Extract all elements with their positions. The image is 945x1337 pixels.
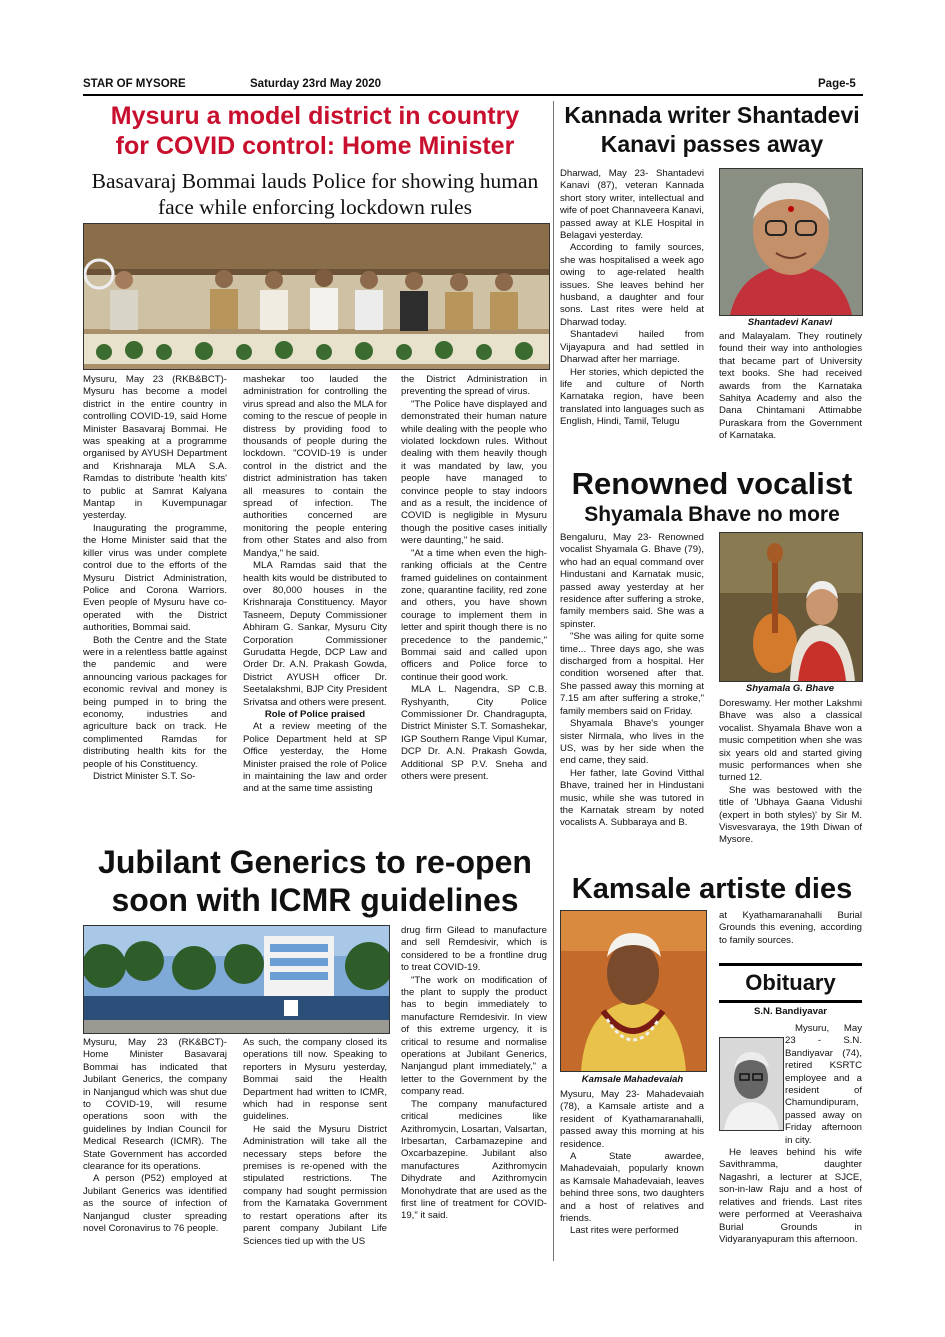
portrait-photo-illustration — [720, 169, 862, 315]
story4-headline-line2: Shyamala Bhave no more — [584, 503, 840, 526]
story4-col1-para: Her father, late Govind Vitthal Bhave, trained her in Hindustani music, while she was tutored in the Karnatak stream by noted vocalists A. Subbaraya and B. — [560, 767, 704, 829]
story1-col2-para: At a review meeting of the Police Department held at SP Office yesterday, the Home Minister praised the role of Police in maintaining the law and order and at the same time assisting — [243, 721, 387, 795]
story5-col1-para: A State awardee, Mahadevaiah, popularly known as Kamsale Mahadevaiah, leaves behind three sons, two daughters and a host of relatives and friends. — [560, 1151, 704, 1225]
story3-col1-para: Her stories, which depicted the life and culture of North Karnataka region, have been translated into languages such as English, Hindi, Tamil, Telugu — [560, 366, 704, 428]
masthead-paper: STAR OF MYSORE — [83, 78, 186, 90]
story2-headline — [80, 843, 550, 919]
story3-column-1 — [560, 168, 704, 429]
masthead-page: Page-5 — [818, 78, 856, 90]
story5-column-1 — [560, 1089, 704, 1238]
story1-deck-line1: Basavaraj Bommai lauds Police for showing human — [91, 169, 539, 193]
story5-headline: Kamsale artiste dies — [571, 873, 853, 905]
story1-col3-para: "At a time when even the high-ranking officials at the Centre framed guidelines on containment zone, quarantine facility, red zone and others, you have shown courage to implement them in letter and spirit though there is no precedence to the pandemic," Bommai said and called upon officers and Police force to continue their good work. — [401, 547, 547, 683]
factory-photo-illustration — [84, 926, 389, 1033]
story1-headline — [80, 101, 550, 161]
story4-col2-para: Doreswamy. Her mother Lakshmi Bhave was also a classical vocalist. Shyamala Bhave won a music competition when she was six years old and started giving music performances when she turned 12. — [719, 698, 862, 784]
story4-col1-para: Bengaluru, May 23- Renowned vocalist Shyamala G. Bhave (79), who had an equal command over Hindustani and Karnatak music, passed away yesterday at her residence after suffering a stroke, family members said. She was a spinster. — [560, 532, 704, 630]
story1-col3-para: "The Police have displayed and demonstrated their human nature while dealing with the people who violated lockdown rules. Without dealing with them heavily though it was mandated by law, you people have managed to convince people to stay indoors and as a result, the incidence of COVID is negligible in Mysuru though the positive cases initially were daunting," he said. — [401, 398, 547, 547]
story4-column-2 — [719, 698, 862, 847]
story3-col1-para: According to family sources, she was hospitalised a week ago owing to age-related health issues. She leaves behind her husband, a daughter and four sons. Last rites were held at Dharwad today. — [560, 242, 704, 328]
story4-photo-vocalist — [719, 532, 863, 682]
story3-headline — [557, 101, 867, 159]
story1-col2-para: MLA Ramdas said that the health kits would be distributed to over 80,000 houses in the Krishnaraja Constituency. Mayor Tasneem, Deputy Commissioner Abhiram G. Sankar, Mysuru City Corporation Commissioner Gurudatta Hegde, DCP Law and Order Dr. A.N. Prakash Gowda, District AYUSH officer Dr. Seetalakshmi, BJP City President Srivatsa and others were present. — [243, 560, 387, 708]
story5-column-2 — [719, 910, 862, 947]
story2-col1-para: Mysuru, May 23 (RK&BCT)- Home Minister Basavaraj Bommai has indicated that Jubilant Generics, the company in Nanjangud which was shut due to COVID-19, will resume operations soon with the guidelines by Indian Council for Medical Research (ICMR). The State Government has accorded clearance for its operations. — [83, 1037, 227, 1173]
story2-column-3 — [401, 925, 547, 1223]
story4-column-1 — [560, 532, 704, 830]
story2-photo-factory — [83, 925, 390, 1034]
story1-col3-para: the District Administration in preventing the spread of virus. — [401, 374, 547, 398]
story1-deck — [80, 168, 550, 220]
story1-col1-para: District Minister S.T. So- — [93, 771, 196, 782]
story1-col2-para: mashekar too lauded the administration for controlling the virus spread and also the MLA for coming to the rescue of people in distress by providing food to thousands of people during the lockdown. "COVID-19 is under control in the district and the district administration has taken all measures to contain the spread of infection. The authorities concerned are monitoring the people entering from other States and also from Mandya," he said. — [243, 374, 387, 559]
story1-headline-line2: for COVID control: Home Minister — [115, 132, 515, 160]
story2-col3-para: drug firm Gilead to manufacture and sell Remdesivir, which is considered to be a frontline drug to treat COVID-19. — [401, 925, 547, 974]
column-divider — [553, 101, 554, 1261]
story4-headline-line1: Renowned vocalist — [571, 466, 853, 501]
story2-col3-para: The company manufactured critical medicines like Azithromycin, Losartan, Valsartan, Irbesartan, Carbamazepine and Oxcarbazepine. Jubilant also manufactures Azithromycin Dihydrate and Azithromycin Monohydrate that are used as the first line of treatment for COVID-19," it said. — [401, 1098, 547, 1222]
story4-col1-para: "She was ailing for quite some time... Three days ago, she was discharged from a hospital. Her condition worsened after that. She passed away this morning at 7.15 am after suffering a stroke," family members said on Friday. — [560, 631, 704, 717]
story3-photo-portrait — [719, 168, 863, 316]
story3-column-2 — [719, 331, 862, 443]
story3-caption: Shantadevi Kanavi — [747, 317, 833, 328]
story4-col2-para: She was bestowed with the title of 'Ubhaya Gaana Vidushi (expert in both styles)' by Sir M. Visvesvaraya, the 19th Diwan of Mysore. — [719, 784, 862, 846]
story4-caption: Shyamala G. Bhave — [745, 683, 835, 694]
story4-col1-para: Shyamala Bhave's younger sister Nirmala, who lives in the US, was by her side when the end came, they said. — [560, 718, 704, 767]
obituary-title: Obituary — [719, 963, 862, 1003]
story2-column-2 — [243, 1037, 387, 1248]
story3-headline-line1: Kannada writer Shantadevi — [564, 102, 860, 128]
story3-col2-para: and Malayalam. They routinely found their way into anthologies that became part of University text books. She had received awards from the Karnataka Sahitya Academy and also the Dana Chintamani Attimabbe Puraskara from the Government of Karnataka. — [719, 331, 862, 442]
story2-col2-para: He said the Mysuru District Administration will take all the necessary steps before the premises is re-opened with the stipulated restrictions. The company had sought permission from the Karnataka Government to restart operations after its parent company Jubilant Life Sciences tied up with the US — [243, 1123, 387, 1247]
meeting-photo-illustration — [84, 224, 549, 369]
story2-headline-line2: soon with ICMR guidelines — [111, 882, 519, 918]
story1-deck-line2: face while enforcing lockdown rules — [157, 195, 473, 219]
story5-caption: Kamsale Mahadevaiah — [581, 1074, 684, 1085]
story5-col1-para: Mysuru, May 23- Mahadevaiah (78), a Kamsale artiste and a resident of Kyathamaranahalli, passed away this morning at his residence. — [560, 1089, 704, 1150]
story2-col1-para: A person (P52) employed at Jubilant Generics was identified as the source of infection of Nanjangud cluster spreading novel Coronavirus to 76 people. — [83, 1173, 227, 1235]
story2-col3-para: "The work on modification of the plant to supply the product has to begin immediately to manufacture Remdesivir. In view of this extreme urgency, it is critical to resume and normalise operations at Jubilant Generics, Nanjangud plant immediately," a letter to the Government by the company read. — [401, 974, 547, 1098]
obituary-para: Mysuru, May 23 - S.N. Bandiyavar (74), retired KSRTC employee and a resident of Chamundipuram, passed away on Friday afternoon in city. — [785, 1023, 862, 1146]
story3-col1-para: Dharwad, May 23- Shantadevi Kanavi (87), veteran Kannada short story writer, intellectual and wife of poet Channaveera Kanavi, passed away at KLE Hospital in Belagavi yesterday. — [560, 168, 704, 242]
story1-headline-line1: Mysuru a model district in country — [110, 102, 520, 130]
masthead-rule — [83, 94, 863, 96]
story2-col2-para: As such, the company closed its operations till now. Speaking to reporters in Mysuru yesterday, Bommai said the Health Department had written to ICMR, which had in response sent guidelines. — [243, 1037, 387, 1123]
story1-col1-para: Both the Centre and the State were in a relentless battle against the pandemic and were announcing various packages for economic revival and money is being pumped in to bring the economy, industries and agriculture back on track. He complimented Ramdas for distributing health kits for the people of his Constituency. — [83, 634, 227, 770]
story1-col1-para: Inaugurating the programme, the Home Minister said that the killer virus was under complete control due to the efforts of the Mysuru District Administration, Police and Corona Warriors. Even people of Mysuru have co-operated with the District authorities, Bommai said. — [83, 522, 227, 634]
story2-column-1 — [83, 1037, 227, 1236]
masthead-date: Saturday 23rd May 2020 — [250, 78, 382, 90]
story3-headline-line2: Kanavi passes away — [600, 131, 824, 157]
obituary-para: He leaves behind his wife Savithramma, daughter Nagashri, a lecturer at SJCE, son-in-law Raju and a host of relatives and friends. Last rites were performed at Veerashaiva Burial Grounds in Vidyaranyapuram this afternoon. — [719, 1147, 862, 1245]
story5-col2-para: at Kyathamaranahalli Burial Grounds this evening, according to family sources. — [719, 910, 862, 946]
story1-column-2 — [243, 374, 387, 796]
obituary-photo-spacer — [719, 1023, 785, 1135]
obituary-name: S.N. Bandiyavar — [753, 1006, 828, 1017]
story5-photo-artiste — [560, 910, 707, 1072]
story2-headline-line1: Jubilant Generics to re-open — [98, 844, 532, 880]
artiste-photo-illustration — [561, 911, 706, 1071]
story1-column-3 — [401, 374, 547, 783]
story1-subhead: Role of Police praised — [264, 708, 366, 720]
story1-col3-para: MLA L. Nagendra, SP C.B. Ryshyanth, City Police Commissioner Dr. Chandragupta, District Minister S.T. Somashekar, IGP Southern Range Vipul Kumar, DCP Dr. A.N. Prakash Gowda, Additional SP P.V. Sneha and others were present. — [401, 684, 547, 782]
story1-col1-para: Mysuru, May 23 (RKB&BCT)- Mysuru has become a model district in the entire country in controlling COVID-19, said Home Minister Basavaraj Bommai. He was speaking at a programme organised by AYUSH Department and Krishnaraja MLA S.A. Ramdas to distribute 'health kits' to public at Samrat Kalyana Mantap in Kuvempunagar yesterday. — [83, 374, 227, 522]
story5-col1-para: Last rites were performed — [570, 1225, 679, 1237]
story3-col1-para: Shantadevi hailed from Vijayapura and had settled in Dharwad after her marriage. — [560, 329, 704, 366]
vocalist-photo-illustration — [720, 533, 862, 681]
obituary-text — [719, 1023, 862, 1246]
story1-photo-meeting — [83, 223, 550, 370]
story1-column-1 — [83, 374, 227, 783]
